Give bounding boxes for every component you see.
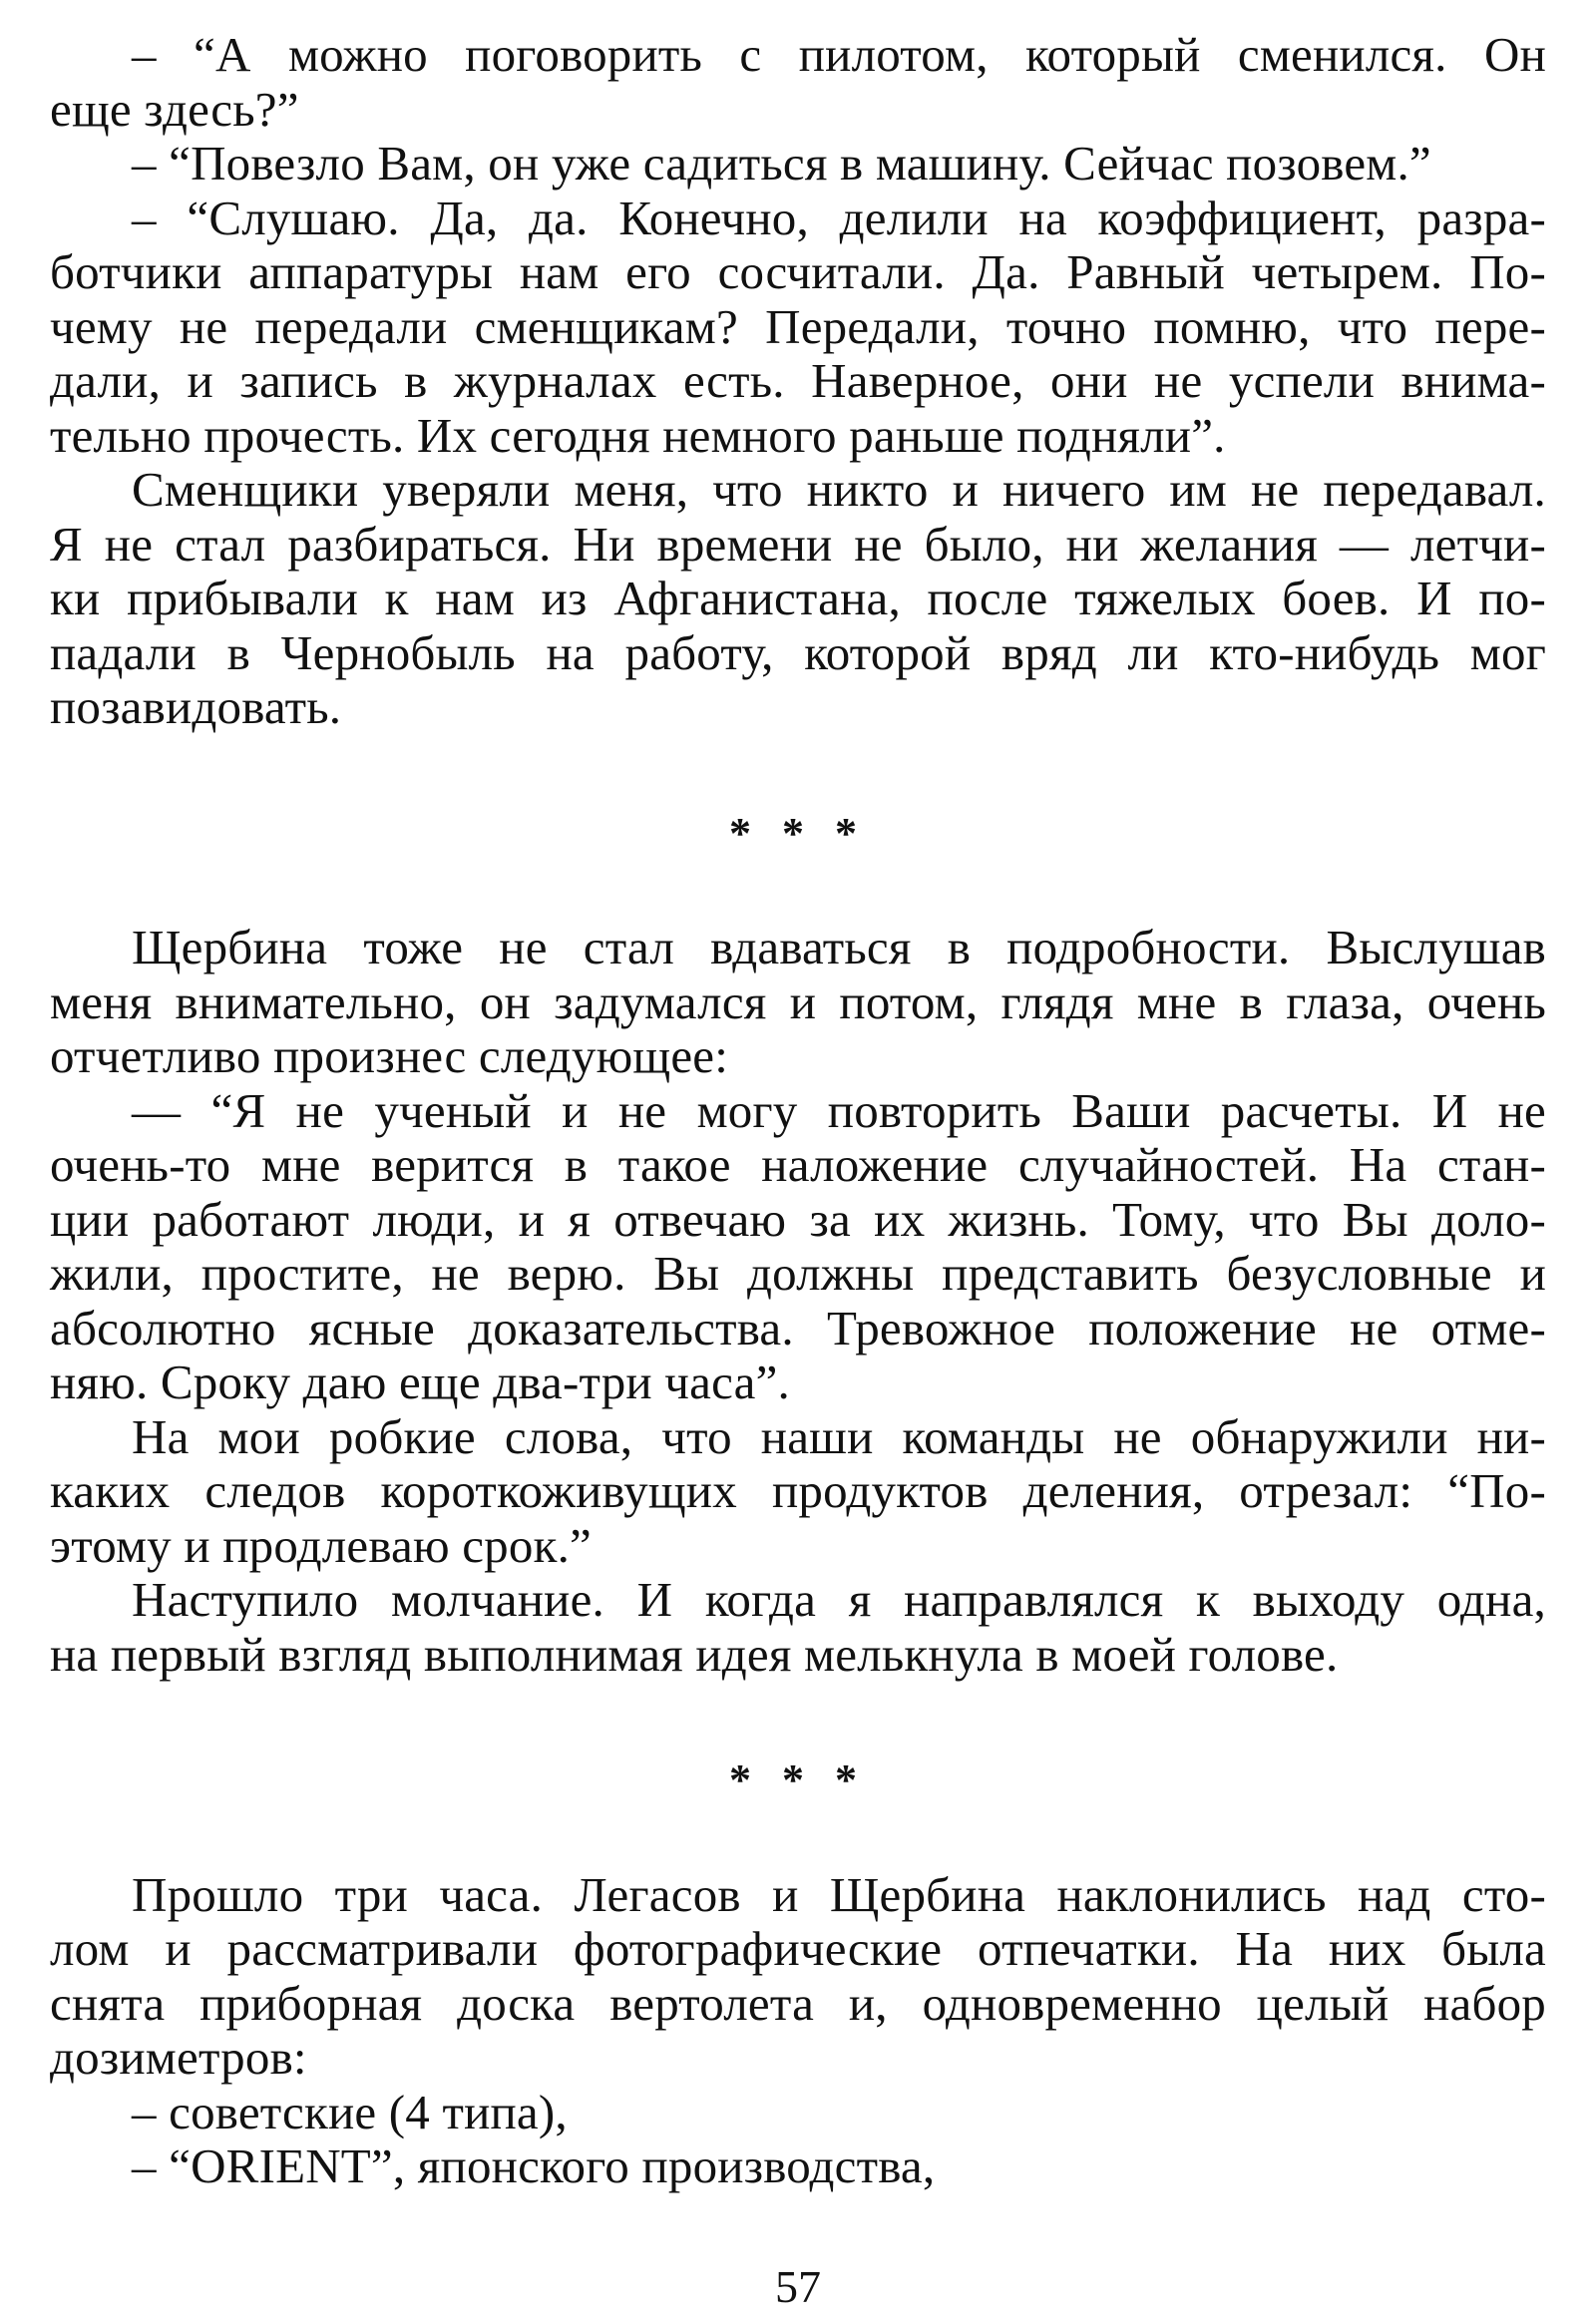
text-line: ции работают люди, и я отвечаю за их жизнь. Тому, что Вы доло-	[50, 1191, 1546, 1247]
text-line: абсолютно ясные доказательства. Тревожное положение не отме-	[50, 1300, 1546, 1356]
text-line: этому и продлеваю срок.”	[50, 1517, 592, 1573]
text-line: – “ORIENT”, японского производства,	[132, 2138, 936, 2193]
text-line: Щербина тоже не стал вдаваться в подробности. Выслушав	[132, 920, 1546, 974]
text-line: каких следов короткоживущих продуктов деления, отрезал: “По-	[50, 1463, 1546, 1518]
text-line: Я не стал разбираться. Ни времени не было, ни желания — летчи-	[50, 516, 1546, 572]
text-line: чему не передали сменщикам? Передали, точно помню, что пере-	[50, 298, 1546, 354]
list-item	[50, 2086, 1546, 2140]
text-line: ки прибывали к нам из Афганистана, после тяжелых боев. И по-	[50, 571, 1546, 625]
paragraph	[50, 463, 1546, 735]
section-separator: * * *	[729, 808, 867, 858]
paragraph	[50, 137, 1546, 192]
text-line: няю. Сроку даю еще два-три часа”.	[50, 1355, 790, 1409]
text-line: – советские (4 типа),	[132, 2084, 568, 2139]
text-line: еще здесь?”	[50, 81, 299, 137]
text-line: На мои робкие слова, что наши команды не обнаружили ни-	[132, 1408, 1546, 1464]
text-line: тельно прочесть. Их сегодня немного раньше подняли”.	[50, 407, 1226, 463]
text-line: Сменщики уверяли меня, что никто и ничего им не передавал.	[132, 462, 1546, 517]
text-line: Прошло три часа. Легасов и Щербина наклонились над сто-	[132, 1866, 1546, 1922]
paragraph	[50, 192, 1546, 464]
paragraph	[50, 1084, 1546, 1410]
paragraph	[50, 1868, 1546, 2086]
list-item	[50, 2139, 1546, 2194]
text-line: очень-то мне верится в такое наложение случайностей. На стан-	[50, 1137, 1546, 1192]
text-line: жили, простите, не верю. Вы должны представить безусловные и	[50, 1246, 1546, 1301]
text-line: — “Я не ученый и не могу повторить Ваши расчеты. И не	[132, 1082, 1546, 1138]
text-line: меня внимательно, он задумался и потом, глядя мне в глаза, очень	[50, 973, 1546, 1029]
text-line: падали в Чернобыль на работу, которой вряд ли кто-нибудь мог	[50, 624, 1546, 680]
text-line: на первый взгляд выполнимая идея мелькнула в моей голове.	[50, 1626, 1339, 1682]
paragraph	[50, 1410, 1546, 1574]
text-line: дозиметров:	[50, 2030, 307, 2085]
text-line: – “А можно поговорить с пилотом, который сменился. Он	[132, 27, 1546, 82]
text-line: отчетливо произнес следующее:	[50, 1028, 729, 1083]
text-line: снята приборная доска вертолета и, одновременно целый набор	[50, 1975, 1546, 2031]
section-separator: * * *	[729, 1755, 867, 1804]
text-line: ботчики аппаратуры нам его сосчитали. Да. Равный четырем. По-	[50, 244, 1546, 299]
book-page	[50, 28, 1546, 2194]
paragraph	[50, 1573, 1546, 1682]
text-line: дали, и запись в журналах есть. Наверное, они не успели внима-	[50, 353, 1546, 408]
paragraph	[50, 921, 1546, 1084]
text-line: – “Повезло Вам, он уже садиться в машину. Сейчас позовем.”	[132, 136, 1431, 191]
paragraph	[50, 28, 1546, 137]
text-line: лом и рассматривали фотографические отпечатки. На них была	[50, 1921, 1546, 1976]
text-line: позавидовать.	[50, 679, 342, 734]
text-line: – “Слушаю. Да, да. Конечно, делили на коэффициент, разра-	[132, 190, 1546, 245]
text-line: Наступило молчание. И когда я направлялся к выходу одна,	[132, 1572, 1546, 1627]
page-number: 57	[775, 2261, 821, 2312]
